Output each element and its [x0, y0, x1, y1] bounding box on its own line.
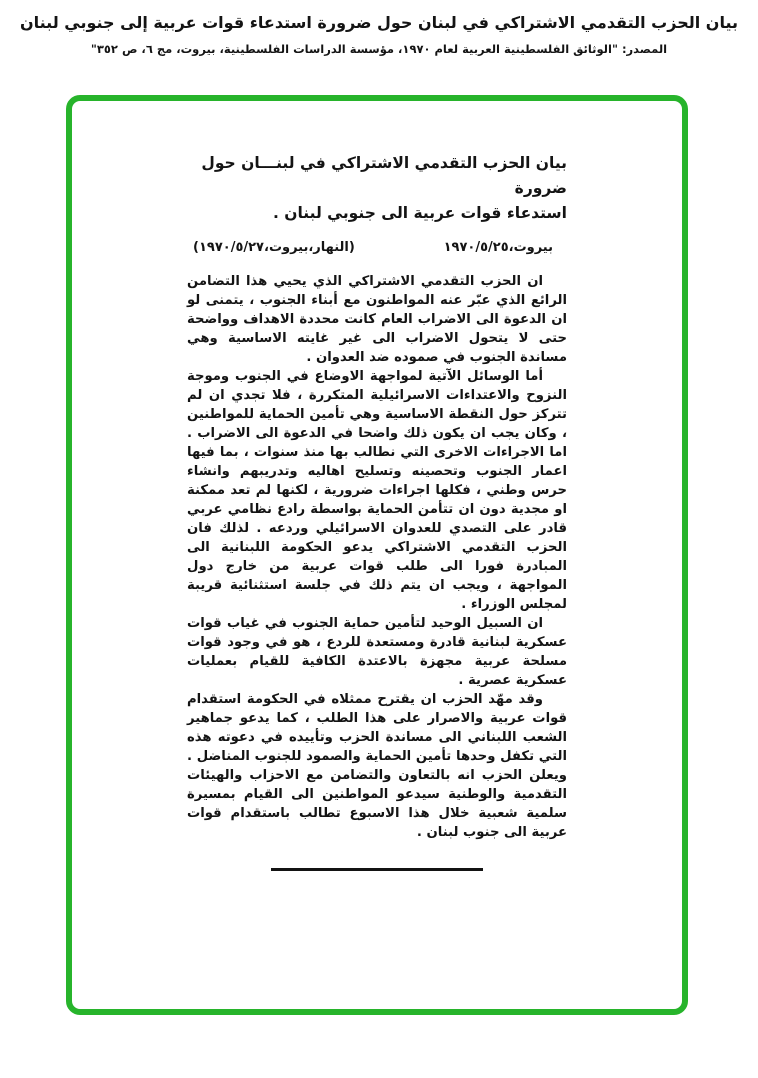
- document-frame: [66, 95, 688, 1015]
- document-paragraph: ان السبيل الوحيد لتأمين حماية الجنوب في غياب قوات عسكرية لبنانية قادرة ومستعدة للردع ، هو في وجود قوات مسلحة عربية مجهزة بالاعتدة الكافية للقيام بعمليات عسكرية عصرية .: [187, 616, 567, 688]
- header-source: المصدر: "الوثائق الفلسطينية العربية لعام ١٩٧٠، مؤسسة الدراسات الفلسطينية، بيروت، مج ٦، ص ٣٥٢": [90, 42, 668, 56]
- document-paragraph: ان الحزب التقدمي الاشتراكي الذي يحيي هذا التضامن الرائع الذي عبّر عنه المواطنون مع أبناء الجنوب ، يتمنى لو ان الدعوة الى الاضراب العام كانت محددة الاهداف وواضحة حتى لا يتحول الاضراب الى غير غايته الاساسية وهي مساندة الجنوب في صموده ضد العدوان .: [187, 274, 567, 365]
- dateline-source-ref: (النهار،بيروت،١٩٧٠/٥/٢٧): [193, 240, 355, 255]
- page-header: [0, 10, 758, 58]
- document-paragraph: وقد مهّد الحزب ان يقترح ممثلاه في الحكومة استقدام قوات عربية والاصرار على هذا الطلب ، كما يدعو جماهير الشعب اللبناني الى مساندة الحزب وتأييده في دعوته هذه التي تكفل وحدها تأمين الحماية والصمود للجنوب المناضل . ويعلن الحزب انه بالتعاون والتضامن مع الاحزاب والهيئات التقدمية والوطنية سيدعو المواطنين الى القيام بمسيرة سلمية شعبية خلال هذا الاسبوع تطالب باستقدام قوات عربية الى جنوب لبنان .: [187, 692, 567, 840]
- document-content: [72, 101, 682, 871]
- document-title: [187, 151, 567, 226]
- dateline-place-date: بيروت،١٩٧٠/٥/٢٥: [443, 240, 553, 255]
- document-body: [187, 272, 567, 842]
- section-divider: [271, 868, 483, 871]
- document-paragraph: أما الوسائل الآتية لمواجهة الاوضاع في الجنوب وموجة النزوح والاعتداءات الاسرائيلية المتكررة ، فلا تجدي ان لم تتركز حول النقطة الاساسية وهي تأمين الحماية للمواطنين ، وكان يجب ان يكون ذلك واضحا في الدعوة الى الاضراب . اما الاجراءات الاخرى التي نطالب بها منذ سنوات ، بما فيها اعمار الجنوب وتحصينه وتسليح اهاليه وتدريبهم وانشاء حرس وطني ، فكلها اجراءات ضرورية ، لكنها لم تعد ممكنة او مجدية دون ان تتأمن الحماية بواسطة رادع نظامي عربي قادر على التصدي للعدوان الاسرائيلي وردعه . لذلك فان الحزب التقدمي الاشتراكي يدعو الحكومة اللبنانية الى المبادرة فورا الى طلب قوات عربية من خارج دول المواجهة ، ويجب ان يتم ذلك في جلسة استثنائية قريبة لمجلس الوزراء .: [187, 369, 567, 612]
- document-title-line-1: بيان الحزب التقدمي الاشتراكي في لبنـــان حول ضرورة: [201, 154, 567, 197]
- dateline: [187, 240, 567, 255]
- document-title-line-2: استدعاء قوات عربية الى جنوبي لبنان .: [272, 204, 567, 222]
- header-title: بيان الحزب التقدمي الاشتراكي في لبنان حول ضرورة استدعاء قوات عربية إلى جنوبي لبنان: [19, 13, 738, 32]
